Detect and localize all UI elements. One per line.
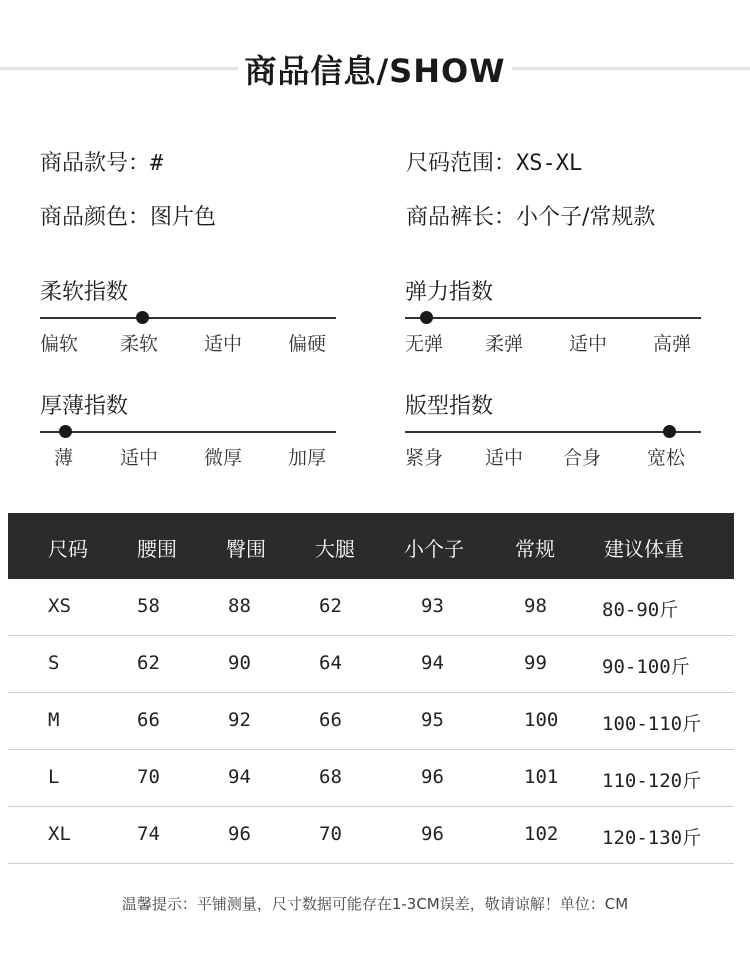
fit-track [405, 431, 701, 433]
cell-regular: 98 [524, 595, 547, 617]
cell-size: XS [48, 595, 71, 617]
cell-waist: 74 [137, 823, 160, 845]
size-range-value: XS-XL [516, 151, 583, 176]
cell-regular: 101 [524, 766, 559, 788]
elasticity-track [405, 317, 701, 319]
thickness-label-4: 加厚 [288, 447, 327, 469]
cell-petite: 94 [421, 652, 444, 674]
softness-label-2: 柔软 [120, 333, 159, 355]
softness-track [40, 317, 336, 319]
header-thigh: 大腿 [315, 537, 355, 561]
section-header [0, 40, 750, 96]
softness-label-1: 偏软 [40, 333, 79, 355]
cell-waist: 66 [137, 709, 160, 731]
header-waist: 腰围 [137, 537, 177, 561]
elasticity-title: 弹力指数 [405, 280, 494, 305]
cell-waist: 58 [137, 595, 160, 617]
cell-waist: 62 [137, 652, 160, 674]
measurement-note: 温馨提示：平铺测量，尺寸数据可能存在1-3CM误差，敬请谅解！单位：CM [121, 895, 629, 913]
size-table [8, 513, 734, 864]
thickness-label-3: 微厚 [204, 447, 243, 469]
header-divider-left [0, 67, 238, 70]
cell-waist: 70 [137, 766, 160, 788]
cell-thigh: 70 [319, 823, 342, 845]
cell-thigh: 68 [319, 766, 342, 788]
elasticity-label-1: 无弹 [405, 333, 444, 355]
info-length [406, 200, 655, 231]
cell-hip: 92 [228, 709, 251, 731]
header-size: 尺码 [48, 537, 88, 561]
cell-hip: 96 [228, 823, 251, 845]
page-title: 商品信息/SHOW [244, 52, 506, 90]
cell-regular: 99 [524, 652, 547, 674]
fit-label-1: 紧身 [405, 447, 444, 469]
info-style-no [40, 146, 163, 177]
color-label: 商品颜色： [40, 205, 151, 230]
fit-title: 版型指数 [405, 394, 494, 419]
cell-weight: 120-130斤 [602, 827, 702, 849]
softness-indicator [136, 311, 149, 324]
cell-petite: 95 [421, 709, 444, 731]
softness-label-3: 适中 [204, 333, 243, 355]
cell-weight: 90-100斤 [602, 656, 690, 678]
fit-indicator [663, 425, 676, 438]
cell-size: L [48, 766, 60, 788]
cell-regular: 100 [524, 709, 559, 731]
fit-label-3: 合身 [563, 447, 602, 469]
cell-hip: 88 [228, 595, 251, 617]
cell-weight: 80-90斤 [602, 599, 679, 621]
cell-size: M [48, 709, 60, 731]
table-row [8, 750, 734, 807]
cell-hip: 90 [228, 652, 251, 674]
table-row [8, 636, 734, 693]
size-range-label: 尺码范围： [406, 151, 517, 176]
cell-petite: 96 [421, 823, 444, 845]
table-header-row [8, 513, 734, 579]
cell-petite: 93 [421, 595, 444, 617]
thickness-track [40, 431, 336, 433]
fit-label-2: 适中 [485, 447, 524, 469]
cell-hip: 94 [228, 766, 251, 788]
elasticity-label-2: 柔弹 [485, 333, 524, 355]
cell-thigh: 64 [319, 652, 342, 674]
fit-label-4: 宽松 [647, 447, 686, 469]
softness-label-4: 偏硬 [288, 333, 327, 355]
table-row [8, 693, 734, 750]
table-row [8, 807, 734, 864]
table-row [8, 579, 734, 636]
length-label: 商品裤长： [406, 205, 517, 230]
cell-weight: 110-120斤 [602, 770, 702, 792]
style-no-label: 商品款号： [40, 151, 151, 176]
cell-size: S [48, 652, 60, 674]
thickness-title: 厚薄指数 [40, 394, 129, 419]
softness-title: 柔软指数 [40, 280, 129, 305]
header-divider-right [512, 67, 750, 70]
info-color [40, 200, 216, 231]
length-value: 小个子/常规款 [516, 205, 656, 230]
cell-regular: 102 [524, 823, 559, 845]
header-hip: 臀围 [226, 537, 266, 561]
cell-petite: 96 [421, 766, 444, 788]
cell-thigh: 62 [319, 595, 342, 617]
info-size-range [406, 146, 582, 177]
elasticity-indicator [420, 311, 433, 324]
thickness-label-2: 适中 [120, 447, 159, 469]
cell-thigh: 66 [319, 709, 342, 731]
header-weight: 建议体重 [604, 537, 684, 561]
thickness-label-1: 薄 [54, 447, 74, 469]
elasticity-label-4: 高弹 [653, 333, 692, 355]
cell-size: XL [48, 823, 71, 845]
thickness-indicator [59, 425, 72, 438]
header-regular: 常规 [515, 537, 555, 561]
style-no-value: # [150, 151, 164, 176]
elasticity-label-3: 适中 [569, 333, 608, 355]
color-value: 图片色 [150, 205, 217, 230]
cell-weight: 100-110斤 [602, 713, 702, 735]
header-petite: 小个子 [404, 537, 464, 561]
